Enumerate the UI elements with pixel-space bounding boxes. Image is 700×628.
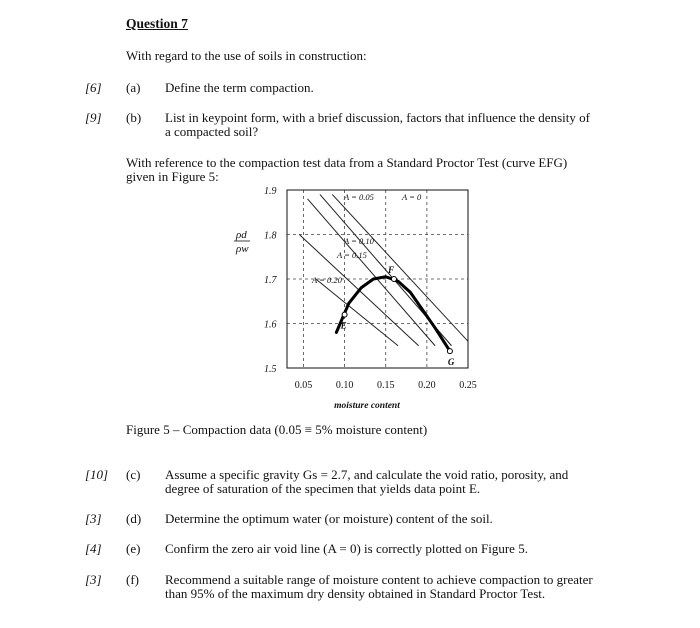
part-label-a: (a) [126, 80, 141, 95]
part-text-a: Define the term compaction. [165, 80, 314, 95]
figure-intro-line1: With reference to the compaction test data from a Standard Proctor Test (curve EFG) [126, 155, 568, 170]
part-label-f: (f) [126, 572, 139, 587]
part-label-b: (b) [126, 110, 142, 125]
marks-d: [3] [85, 511, 102, 526]
marks-e: [4] [85, 541, 102, 556]
figure-intro-line2: given in Figure 5: [126, 169, 219, 184]
y-tick-label: 1.5 [264, 364, 277, 375]
air-void-line [332, 194, 476, 350]
part-text-b-line1: List in keypoint form, with a brief discussion, factors that influence the density of [165, 110, 590, 125]
y-tick-label: 1.7 [264, 275, 277, 286]
part-text-b-line2: a compacted soil? [165, 124, 259, 139]
x-tick-label: 0.25 [459, 380, 477, 391]
x-tick-label: 0.20 [418, 380, 436, 391]
x-tick-label: 0.10 [335, 380, 354, 391]
y-axis-label-denominator: ρw [236, 243, 249, 255]
part-text-c-line2: degree of saturation of the specimen that yields data point E. [165, 481, 481, 496]
figure-caption: Figure 5 – Compaction data (0.05 ≡ 5% moisture content) [126, 422, 428, 437]
part-text-c-line1: Assume a specific gravity Gs = 2.7, and calculate the void ratio, porosity, and [165, 467, 569, 482]
compaction-curve-efg [336, 277, 450, 351]
part-label-e: (e) [126, 541, 141, 556]
y-tick-label: 1.8 [264, 230, 277, 242]
part-text-f-line1: Recommend a suitable range of moisture content to achieve compaction to greater [165, 572, 593, 587]
y-axis-label-numerator: ρd [236, 229, 247, 241]
air-void-label: A = 0.05 [344, 192, 374, 202]
point-label-e: E [340, 320, 347, 331]
data-point-g [447, 349, 452, 354]
air-void-label: A = 0 [402, 192, 422, 202]
marks-b: [9] [85, 110, 102, 125]
y-tick-label: 1.6 [264, 319, 277, 331]
part-label-d: (d) [126, 511, 142, 526]
point-label-f: F [387, 265, 394, 275]
y-tick-label: 1.9 [264, 186, 277, 197]
marks-f: [3] [85, 572, 102, 587]
marks-a: [6] [85, 80, 102, 95]
question-title: Question 7 [126, 16, 188, 31]
data-point-e [342, 312, 347, 317]
part-text-d: Determine the optimum water (or moisture) content of the soil. [165, 511, 493, 526]
x-axis-label: moisture content [334, 401, 400, 411]
air-void-label: A = 0.15 [337, 250, 367, 260]
x-tick-label: 0.15 [376, 380, 395, 391]
x-tick-label: 0.05 [294, 380, 313, 391]
part-text-e: Confirm the zero air void line (A = 0) is correctly plotted on Figure 5. [165, 541, 528, 556]
air-void-label: A = 0.10 [344, 236, 374, 246]
part-label-c: (c) [126, 467, 141, 482]
air-void-label: A = 0.20 [312, 275, 342, 285]
data-point-f [391, 277, 396, 282]
part-text-f-line2: than 95% of the maximum dry density obtained in Standard Proctor Test. [165, 586, 546, 601]
point-label-g: G [447, 357, 455, 368]
question-intro: With regard to the use of soils in construction: [126, 48, 367, 63]
marks-c: [10] [85, 467, 109, 482]
